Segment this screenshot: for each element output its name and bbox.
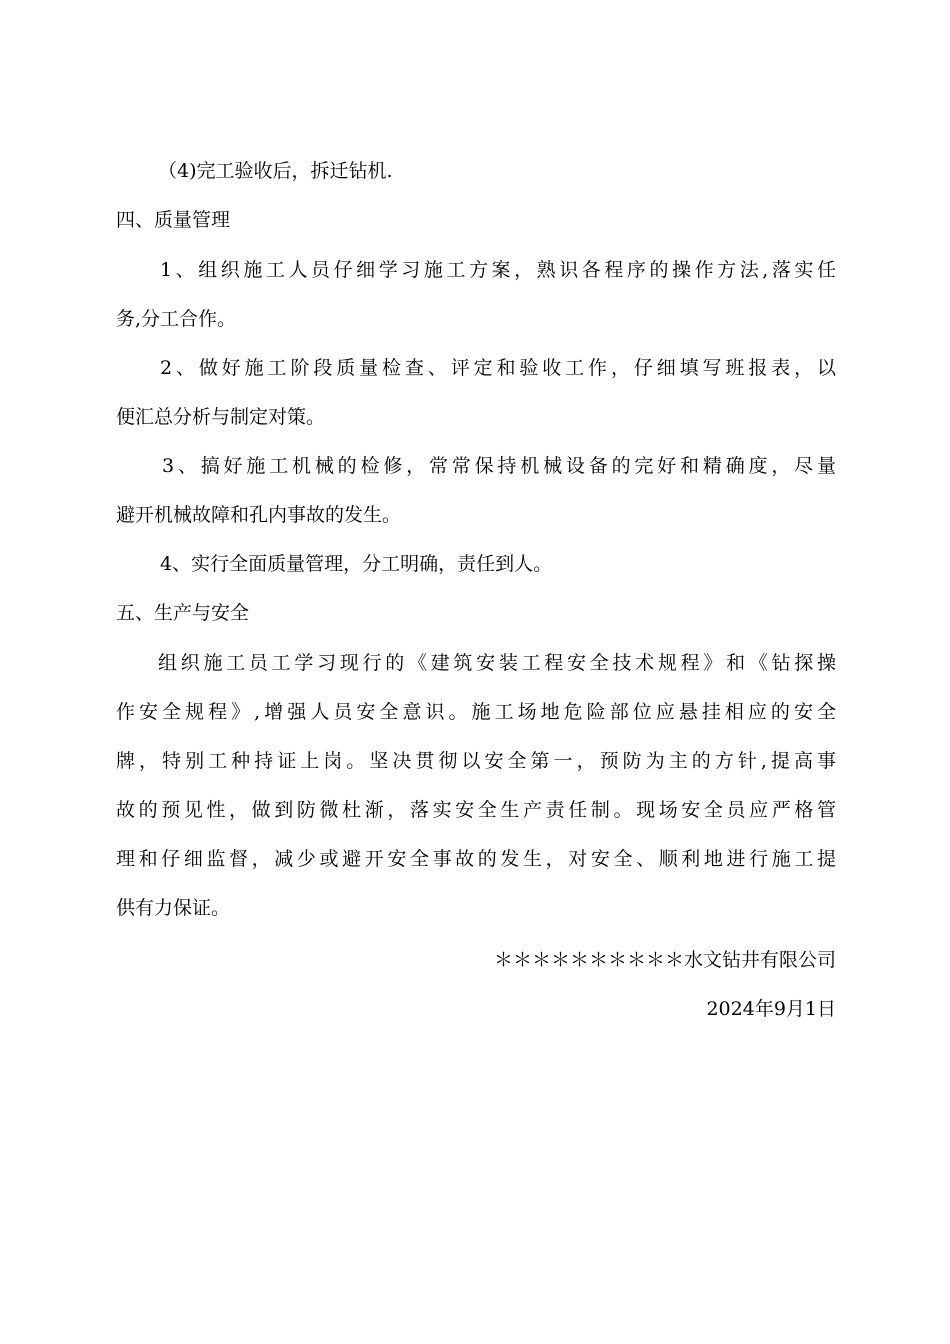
item-4-text: （4)完工验收后，拆迁钻机. xyxy=(158,160,393,182)
section-four-p2-line1: 2、做好施工阶段质量检查、评定和验收工作，仔细填写班报表，以 xyxy=(160,357,836,379)
section-five-line: 理和仔细监督，减少或避开安全事故的发生，对安全、顺利地进行施工提 xyxy=(116,848,836,870)
section-four-p1-line2: 务,分工合作。 xyxy=(116,308,237,330)
section-four-heading: 四、质量管理 xyxy=(116,209,231,231)
section-four-p4-line1: 4、实行全面质量管理，分工明确，责任到人。 xyxy=(160,553,553,575)
section-five-line: 作安全规程》,增强人员安全意识。施工场地危险部位应悬挂相应的安全 xyxy=(116,701,836,723)
section-four-p1-line1: 1、组织施工人员仔细学习施工方案，熟识各程序的操作方法,落实任 xyxy=(160,259,836,281)
section-four-p2-line2: 便汇总分析与制定对策。 xyxy=(116,406,326,428)
signature-date: 2024年9月1日 xyxy=(706,998,836,1020)
section-five-heading: 五、生产与安全 xyxy=(116,602,250,624)
section-five-line: 供有力保证。 xyxy=(116,897,231,919)
section-five-line: 牌，特别工种持证上岗。坚决贯彻以安全第一，预防为主的方针,提高事 xyxy=(116,750,836,772)
signature-company: ＊＊＊＊＊＊＊＊＊＊水文钻井有限公司 xyxy=(493,949,836,971)
section-five-line: 故的预见性，做到防微杜渐，落实安全生产责任制。现场安全员应严格管 xyxy=(116,799,836,821)
section-four-p3-line1: 3、搞好施工机械的检修，常常保持机械设备的完好和精确度，尽量 xyxy=(162,455,836,477)
section-four-p3-line2: 避开机械故障和孔内事故的发生。 xyxy=(116,504,402,526)
section-five-line: 组织施工员工学习现行的《建筑安装工程安全技术规程》和《钻探操 xyxy=(158,652,836,674)
